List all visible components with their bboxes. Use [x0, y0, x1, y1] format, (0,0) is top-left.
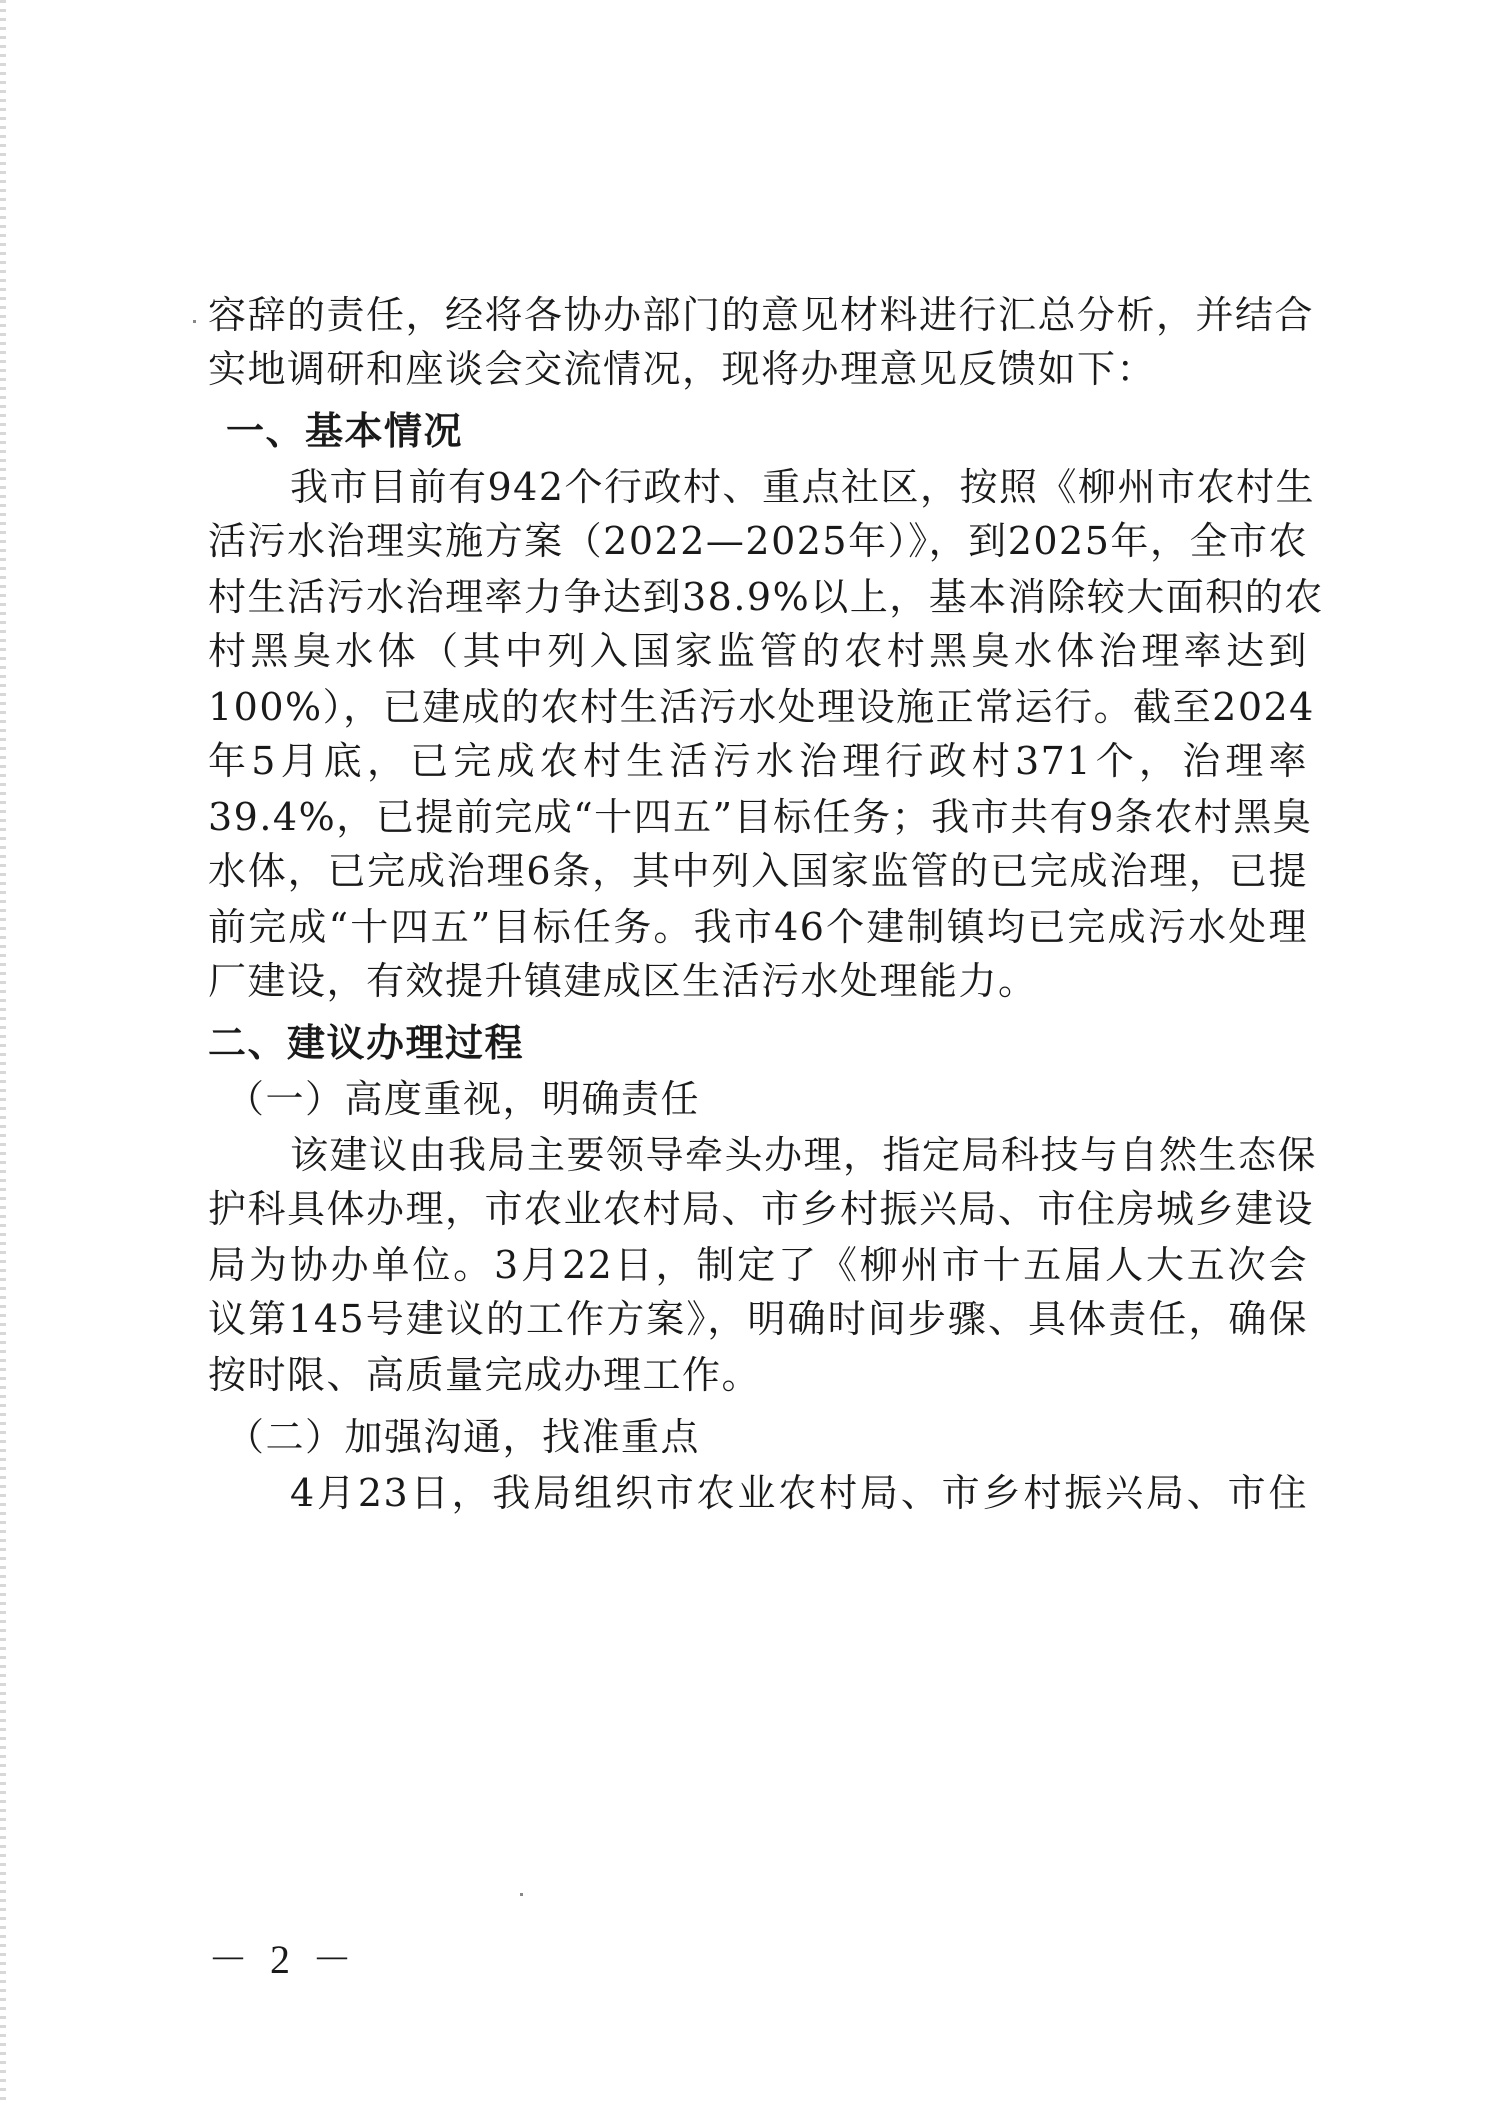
body-line: 实地调研和座谈会交流情况，现将办理意见反馈如下： — [208, 347, 1157, 391]
subsection-heading-attention: （一）高度重视，明确责任 — [226, 1077, 701, 1121]
body-line: 护科具体办理，市农业农村局、市乡村振兴局、市住房城乡建设 — [208, 1187, 1315, 1231]
body-line: 年5月底，已完成农村生活污水治理行政村371个，治理率 — [208, 739, 1308, 783]
body-line: 水体，已完成治理6条，其中列入国家监管的已完成治理，已提 — [208, 849, 1308, 893]
body-line: 厂建设，有效提升镇建成区生活污水处理能力。 — [208, 959, 1038, 1003]
body-line: 该建议由我局主要领导牵头办理，指定局科技与自然生态保 — [290, 1133, 1318, 1177]
subsection-heading-communication: （二）加强沟通，找准重点 — [226, 1415, 701, 1459]
section-heading-basic-situation: 一、基本情况 — [226, 409, 464, 453]
body-line: 村黑臭水体（其中列入国家监管的农村黑臭水体治理率达到 — [208, 629, 1308, 673]
body-line: 100%），已建成的农村生活污水处理设施正常运行。截至2024 — [208, 685, 1315, 729]
body-line: 活污水治理实施方案（2022—2025年）》，到2025年，全市农 — [208, 519, 1308, 563]
body-line: 前完成“十四五”目标任务。我市46个建制镇均已完成污水处理 — [208, 905, 1308, 949]
body-line: 议第145号建议的工作方案》，明确时间步骤、具体责任，确保 — [208, 1297, 1308, 1341]
body-line: 按时限、高质量完成办理工作。 — [208, 1353, 762, 1397]
scan-edge — [0, 0, 6, 2105]
section-heading-handling-process: 二、建议办理过程 — [208, 1021, 525, 1065]
body-line: 局为协办单位。3月22日，制定了《柳州市十五届人大五次会 — [208, 1243, 1308, 1287]
body-line: 39.4%，已提前完成“十四五”目标任务；我市共有9条农村黑臭 — [208, 795, 1313, 839]
page-number: － 2 － — [208, 1937, 358, 1982]
body-line: 容辞的责任，经将各协办部门的意见材料进行汇总分析，并结合 — [208, 293, 1315, 337]
scan-speck — [520, 1893, 523, 1896]
body-line: 我市目前有942个行政村、重点社区，按照《柳州市农村生 — [290, 465, 1316, 509]
body-line: 4月23日，我局组织市农业农村局、市乡村振兴局、市住 — [290, 1471, 1308, 1515]
scan-speck — [193, 320, 196, 323]
body-line: 村生活污水治理率力争达到38.9%以上，基本消除较大面积的农 — [208, 575, 1324, 619]
